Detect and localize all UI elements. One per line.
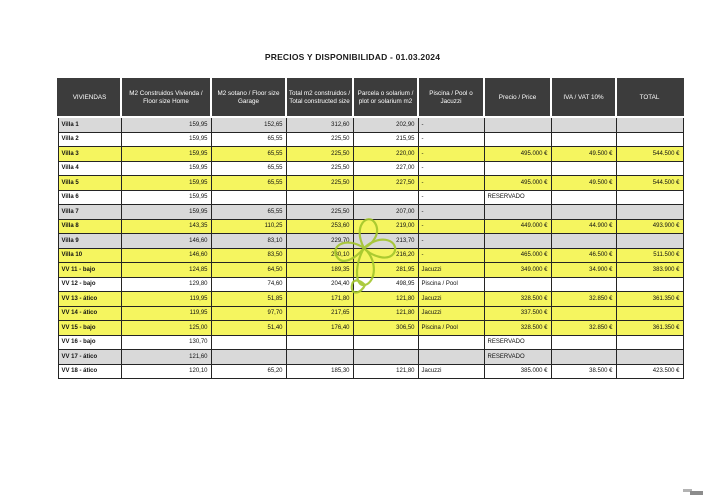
table-cell-piscina [418, 350, 484, 365]
table-cell-precio [484, 132, 551, 147]
table-cell-total [616, 350, 683, 365]
table-cell-name: Villa 6 [58, 190, 121, 205]
table-cell-m2_home: 159,95 [121, 132, 211, 147]
corner-smudge [683, 489, 703, 496]
table-cell-precio [484, 234, 551, 249]
column-header: VIVIENDAS [58, 79, 121, 117]
table-cell-name: Villa 4 [58, 161, 121, 176]
table-cell-name: VV 14 - ático [58, 306, 121, 321]
table-row [58, 176, 683, 191]
table-cell-m2_home: 124,85 [121, 263, 211, 278]
table-row [58, 117, 683, 132]
table-cell-piscina: Piscina / Pool [418, 321, 484, 336]
table-cell-total_m2: 189,35 [286, 263, 353, 278]
column-header: Piscina / Pool o Jacuzzi [418, 79, 484, 117]
table-cell-iva [551, 234, 616, 249]
table-cell-m2_garage [211, 335, 286, 350]
table-cell-piscina: - [418, 234, 484, 249]
table-cell-piscina: - [418, 205, 484, 220]
table-cell-total: 544.500 € [616, 147, 683, 162]
page-title: PRECIOS Y DISPONIBILIDAD - 01.03.2024 [264, 52, 441, 62]
table-cell-parcela: 281,95 [353, 263, 418, 278]
table-cell-piscina: - [418, 219, 484, 234]
table-cell-m2_home: 120,10 [121, 364, 211, 379]
price-availability-table [57, 78, 684, 379]
table-cell-total_m2: 225,50 [286, 161, 353, 176]
table-cell-total: 361.350 € [616, 321, 683, 336]
table-cell-total_m2: 204,40 [286, 277, 353, 292]
table-row [58, 234, 683, 249]
table-cell-m2_garage: 64,50 [211, 263, 286, 278]
column-header: Precio / Price [484, 79, 551, 117]
table-row [58, 161, 683, 176]
table-cell-parcela: 227,00 [353, 161, 418, 176]
table-cell-iva: 46.500 € [551, 248, 616, 263]
table-cell-m2_garage: 65,20 [211, 364, 286, 379]
table-cell-name: VV 11 - bajo [58, 263, 121, 278]
table-cell-piscina: - [418, 176, 484, 191]
table-cell-total_m2: 230,10 [286, 248, 353, 263]
table-cell-m2_home: 129,80 [121, 277, 211, 292]
table-cell-m2_garage: 65,55 [211, 132, 286, 147]
table-cell-total_m2: 225,50 [286, 176, 353, 191]
table-row [58, 335, 683, 350]
column-header: Total m2 construidos / Total constructed size [286, 79, 353, 117]
table-cell-total [616, 234, 683, 249]
table-cell-iva [551, 205, 616, 220]
table-cell-piscina: - [418, 161, 484, 176]
table-cell-piscina: - [418, 132, 484, 147]
table-cell-m2_home: 121,60 [121, 350, 211, 365]
table-cell-m2_home: 146,60 [121, 248, 211, 263]
table-cell-name: VV 18 - ático [58, 364, 121, 379]
table-cell-precio: 449.000 € [484, 219, 551, 234]
table-row [58, 306, 683, 321]
table-cell-iva: 32.850 € [551, 292, 616, 307]
table-cell-iva [551, 306, 616, 321]
table-cell-parcela: 306,50 [353, 321, 418, 336]
table-cell-m2_home: 159,95 [121, 147, 211, 162]
table-cell-total: 544.500 € [616, 176, 683, 191]
table-cell-total_m2 [286, 335, 353, 350]
table-cell-m2_garage: 51,85 [211, 292, 286, 307]
table-cell-m2_garage: 74,60 [211, 277, 286, 292]
table-cell-name: VV 13 - ático [58, 292, 121, 307]
table-cell-parcela [353, 190, 418, 205]
table-cell-m2_garage: 83,10 [211, 234, 286, 249]
table-cell-iva: 32.850 € [551, 321, 616, 336]
table-cell-name: Villa 1 [58, 117, 121, 132]
table-cell-name: Villa 8 [58, 219, 121, 234]
table-cell-total_m2: 185,30 [286, 364, 353, 379]
table-cell-parcela [353, 335, 418, 350]
table-row [58, 364, 683, 379]
table-cell-total: 493.900 € [616, 219, 683, 234]
table-cell-total [616, 306, 683, 321]
table-cell-precio: RESERVADO [484, 335, 551, 350]
table-cell-total [616, 117, 683, 132]
table-cell-parcela: 213,70 [353, 234, 418, 249]
table-cell-parcela [353, 350, 418, 365]
table-cell-precio: 337.500 € [484, 306, 551, 321]
table-cell-name: Villa 3 [58, 147, 121, 162]
table-row [58, 263, 683, 278]
table-cell-precio: 465.000 € [484, 248, 551, 263]
table-cell-precio [484, 277, 551, 292]
column-header: M2 sotano / Floor size Garage [211, 79, 286, 117]
table-header-row [58, 79, 683, 117]
table-cell-iva [551, 161, 616, 176]
table-cell-m2_home: 143,35 [121, 219, 211, 234]
table-cell-iva: 38.500 € [551, 364, 616, 379]
table-cell-iva [551, 277, 616, 292]
table-cell-total [616, 205, 683, 220]
table-cell-total: 423.500 € [616, 364, 683, 379]
table-cell-m2_home: 130,70 [121, 335, 211, 350]
table-cell-total_m2: 171,80 [286, 292, 353, 307]
table-cell-precio: 385.000 € [484, 364, 551, 379]
table-cell-piscina: Jacuzzi [418, 306, 484, 321]
table-cell-name: Villa 10 [58, 248, 121, 263]
table-cell-total_m2: 253,60 [286, 219, 353, 234]
table-cell-m2_home: 119,95 [121, 306, 211, 321]
corner-smudge-part [690, 491, 703, 495]
table-cell-total [616, 132, 683, 147]
table-cell-name: VV 17 - ático [58, 350, 121, 365]
table-cell-total_m2: 225,50 [286, 205, 353, 220]
table-cell-total_m2: 225,50 [286, 147, 353, 162]
table-cell-total_m2: 312,60 [286, 117, 353, 132]
table-cell-parcela: 216,20 [353, 248, 418, 263]
table-cell-total_m2: 229,70 [286, 234, 353, 249]
table-cell-parcela: 121,80 [353, 292, 418, 307]
table-cell-m2_home: 119,95 [121, 292, 211, 307]
table-cell-name: Villa 7 [58, 205, 121, 220]
table-cell-m2_garage: 65,55 [211, 176, 286, 191]
table-cell-total: 511.500 € [616, 248, 683, 263]
table-cell-total [616, 335, 683, 350]
column-header: TOTAL [616, 79, 683, 117]
table-cell-precio [484, 205, 551, 220]
table-cell-piscina: - [418, 248, 484, 263]
table-cell-parcela: 121,80 [353, 364, 418, 379]
table-cell-piscina: Jacuzzi [418, 292, 484, 307]
table-row [58, 219, 683, 234]
table-cell-parcela: 227,50 [353, 176, 418, 191]
table-cell-parcela: 121,80 [353, 306, 418, 321]
table-cell-iva [551, 132, 616, 147]
table-cell-iva [551, 335, 616, 350]
table-cell-name: Villa 2 [58, 132, 121, 147]
table-cell-precio: RESERVADO [484, 190, 551, 205]
table-cell-iva [551, 117, 616, 132]
table-cell-iva [551, 190, 616, 205]
table-cell-m2_home: 146,60 [121, 234, 211, 249]
table-cell-piscina: - [418, 147, 484, 162]
table-cell-precio: 328.500 € [484, 292, 551, 307]
column-header: Parcela o solarium / plot or solarium m2 [353, 79, 418, 117]
table-cell-m2_garage: 65,55 [211, 161, 286, 176]
table-cell-m2_garage [211, 350, 286, 365]
table-cell-iva: 49.500 € [551, 147, 616, 162]
table-cell-m2_garage: 65,55 [211, 205, 286, 220]
table-row [58, 350, 683, 365]
table-row [58, 321, 683, 336]
table-cell-parcela: 220,00 [353, 147, 418, 162]
table-cell-m2_garage: 152,65 [211, 117, 286, 132]
table-cell-parcela: 202,90 [353, 117, 418, 132]
table-cell-m2_garage: 83,50 [211, 248, 286, 263]
table-cell-m2_garage: 97,70 [211, 306, 286, 321]
table-cell-iva [551, 350, 616, 365]
table-cell-parcela: 219,00 [353, 219, 418, 234]
table-row [58, 248, 683, 263]
table-cell-name: Villa 5 [58, 176, 121, 191]
column-header: IVA / VAT 10% [551, 79, 616, 117]
column-header: M2 Construidos Vivienda / Floor size Home [121, 79, 211, 117]
table-cell-parcela: 498,95 [353, 277, 418, 292]
table-row [58, 292, 683, 307]
table-cell-m2_home: 159,95 [121, 190, 211, 205]
table-cell-precio: 349.000 € [484, 263, 551, 278]
table-cell-m2_home: 159,95 [121, 205, 211, 220]
table-cell-iva: 49.500 € [551, 176, 616, 191]
table-cell-total [616, 161, 683, 176]
table-row [58, 190, 683, 205]
table-cell-m2_home: 159,95 [121, 161, 211, 176]
table-cell-m2_garage: 51,40 [211, 321, 286, 336]
table-cell-precio: 495.000 € [484, 176, 551, 191]
table-cell-parcela: 215,95 [353, 132, 418, 147]
table-cell-m2_garage: 110,25 [211, 219, 286, 234]
table-cell-piscina: - [418, 117, 484, 132]
table-cell-m2_home: 159,95 [121, 117, 211, 132]
table-cell-name: VV 15 - bajo [58, 321, 121, 336]
table-cell-total_m2 [286, 190, 353, 205]
table-cell-total: 361.350 € [616, 292, 683, 307]
table-cell-total [616, 190, 683, 205]
table-cell-precio: 328.500 € [484, 321, 551, 336]
table-cell-name: VV 16 - bajo [58, 335, 121, 350]
table-cell-m2_home: 159,95 [121, 176, 211, 191]
table-cell-total_m2: 176,40 [286, 321, 353, 336]
table-row [58, 132, 683, 147]
table-cell-piscina: Piscina / Pool [418, 277, 484, 292]
table-cell-total: 383.900 € [616, 263, 683, 278]
table-cell-precio [484, 117, 551, 132]
table-cell-precio: RESERVADO [484, 350, 551, 365]
table-cell-precio [484, 161, 551, 176]
table-cell-total [616, 277, 683, 292]
table-cell-piscina: Jacuzzi [418, 364, 484, 379]
table-cell-m2_garage: 65,55 [211, 147, 286, 162]
table-cell-piscina [418, 335, 484, 350]
table-cell-iva: 34.900 € [551, 263, 616, 278]
table-cell-total_m2 [286, 350, 353, 365]
table-cell-m2_garage [211, 190, 286, 205]
table-cell-name: VV 12 - bajo [58, 277, 121, 292]
table-cell-parcela: 207,00 [353, 205, 418, 220]
table-cell-name: Villa 9 [58, 234, 121, 249]
table-cell-piscina: - [418, 190, 484, 205]
table-cell-precio: 495.000 € [484, 147, 551, 162]
table-cell-piscina: Jacuzzi [418, 263, 484, 278]
table-cell-total_m2: 217,65 [286, 306, 353, 321]
table-cell-m2_home: 125,00 [121, 321, 211, 336]
table-row [58, 277, 683, 292]
table-cell-total_m2: 225,50 [286, 132, 353, 147]
table-cell-iva: 44.900 € [551, 219, 616, 234]
table-row [58, 205, 683, 220]
table-row [58, 147, 683, 162]
